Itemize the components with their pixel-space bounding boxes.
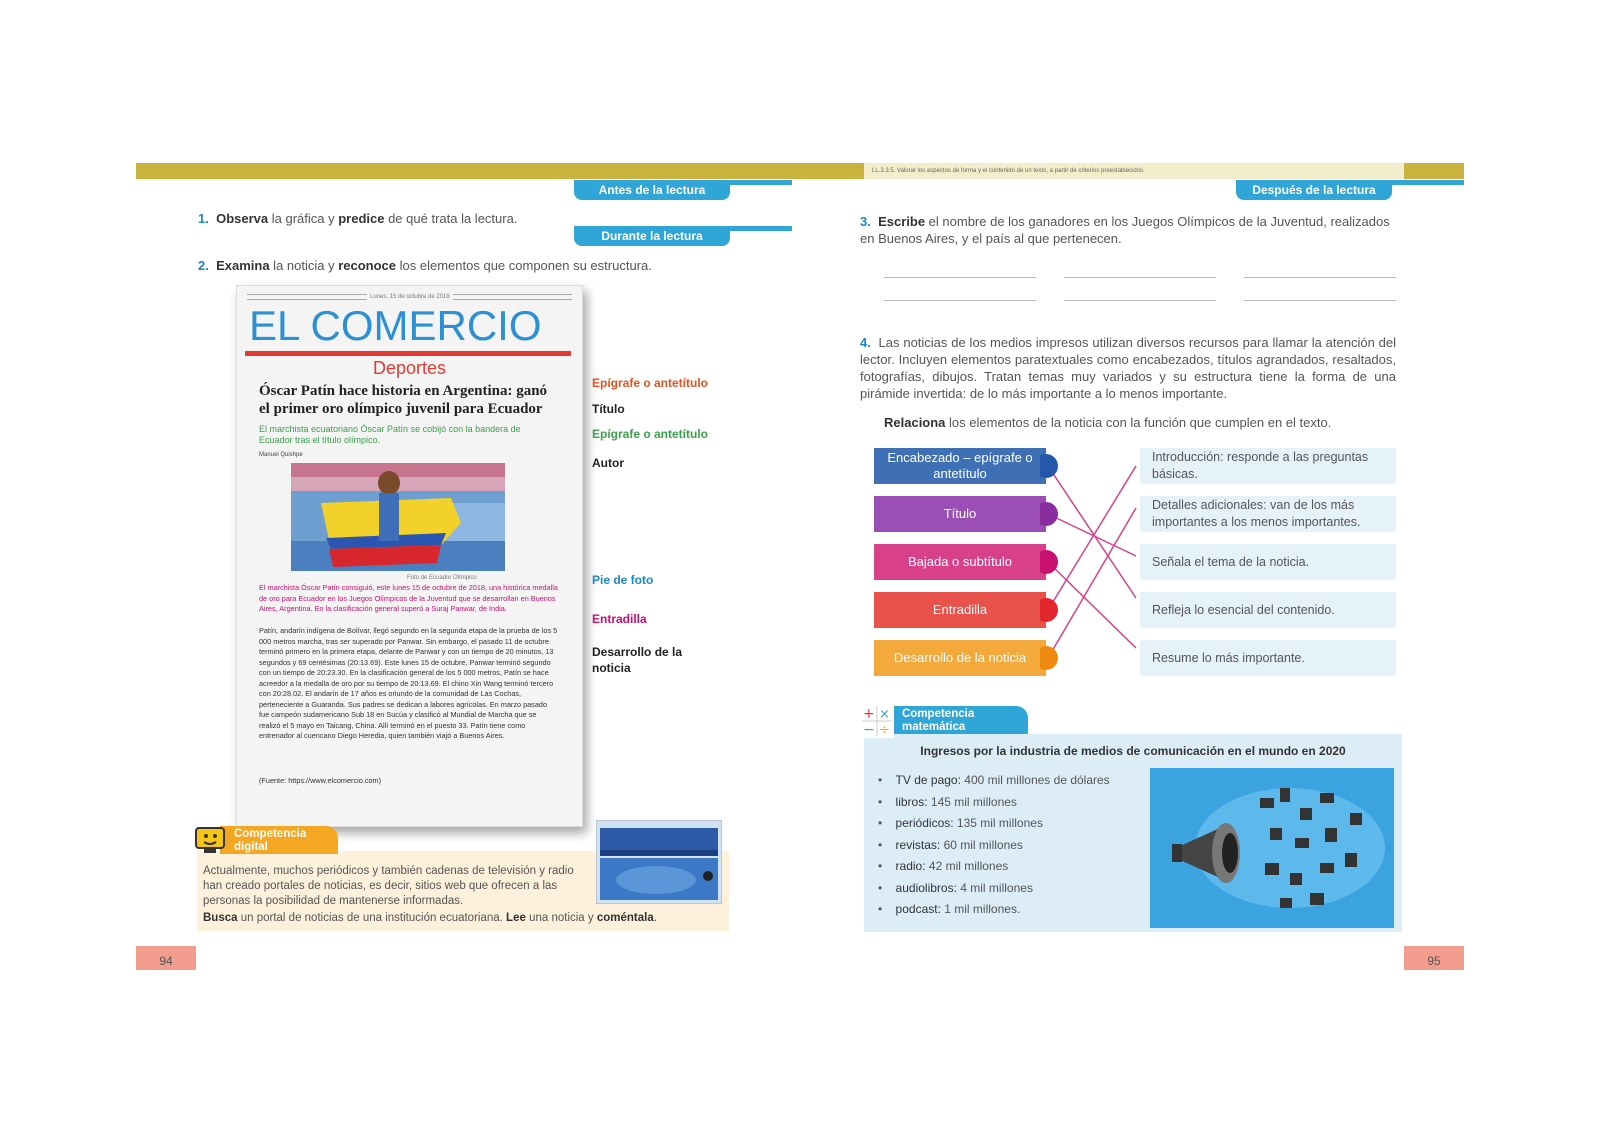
match-right-item: Introducción: responde a las preguntas básicas. <box>1140 448 1396 484</box>
match-dot[interactable] <box>1040 502 1058 526</box>
photo-caption: Foto de Ecuador Olímpico <box>407 575 477 581</box>
svg-text:×: × <box>879 707 890 722</box>
list-item: • revistas: 60 mil millones <box>878 837 1023 852</box>
newspaper-body: Patín, andarín indígena de Bolívar, llegó segundo en la segunda etapa de la prueba de los 5 000 metros marcha, tras ser superado por Panwar. Sin embargo, el pasado 11 de octubre terminó primero en la primera etapa, delante de Panwar y con un tiempo de 20 minutos, 13 segundos y 69 centésimas (20:13.69). Este lunes 15 de octubre, Panwar terminó segundo con un tiempo de 20:23.30. En la clasificación general de los 5 000 metros, Patín se hace acreedor a la medalla de oro por su tiempo de 20:13.69. El chino Xin Wang terminó tercero con 20:28.02. El andarín de 17 años es oriundo de la comunidad de Las Cochas, perteneciente a Guaranda. Sus padres se dedican a labores agrícolas. En marzo pasado fue campeón sudamericano Sub 18 en Sucúa y clasificó al Mundial de Marcha que se realizó el 5 mayo en Taicang, China. Allí terminó en el puesto 33. Patín tiene como entrenador al cuencano Diego Heredia, quien también viajó a Buenos Aires. <box>259 626 558 740</box>
tab-line <box>730 226 792 231</box>
digital-text: Actualmente, muchos periódicos y también cadenas de televisión y radio han creado portales de noticias, es decir, sitios web que ofrecen a las personas la posibilidad de mantenerse informadas. <box>203 865 574 907</box>
label-titulo: Título <box>592 402 625 416</box>
label-pie-de-foto: Pie de foto <box>592 573 654 587</box>
list-item: • audiolibros: 4 mil millones <box>878 880 1033 895</box>
list-item: • TV de pago: 400 mil millones de dólares <box>878 773 1110 787</box>
match-left-item: Encabezado – epígrafe o antetítulo <box>874 448 1046 484</box>
newspaper-subtitle: El marchista ecuatoriano Óscar Patín se cobijó con la bandera de Ecuador tras el título olímpico. <box>259 424 521 445</box>
question-4: 4. Las noticias de los medios impresos utilizan diversos recursos para llamar la atención del lector. Incluyen elementos paratextuales como encabezados, títulos agrandados, resaltados, fotografías, dibujos. Tratan temas muy variados y su estructura tiene la forma de una pirámide invertida: de lo más importante a lo menos importante. <box>860 335 1396 401</box>
newspaper-author: Manuel Quishpe <box>259 452 303 458</box>
media-revenue-list <box>878 773 1138 924</box>
math-title: Ingresos por la industria de medios de comunicación en el mundo en 2020 <box>920 744 1346 758</box>
newspaper-page <box>236 285 583 827</box>
svg-text:+: + <box>863 706 875 722</box>
match-right-item: Refleja lo esencial del contenido. <box>1140 592 1396 628</box>
answer-line[interactable] <box>884 277 1036 278</box>
svg-text:÷: ÷ <box>879 723 890 738</box>
match-left-item: Título <box>874 496 1046 532</box>
match-lines <box>1040 448 1140 678</box>
answer-line[interactable] <box>1244 300 1396 301</box>
masthead-underline <box>245 351 571 356</box>
digital-badge-label: Competencia digital <box>234 828 307 853</box>
relaciona-instruction: Relaciona los elementos de la noticia con la función que cumplen en el texto. <box>884 415 1332 430</box>
athlete-photo <box>291 463 505 571</box>
label-epigrafe-1: Epígrafe o antetítulo <box>592 376 709 390</box>
math-badge-label: Competencia matemática <box>902 708 975 733</box>
label-epigrafe-2: Epígrafe o antetítulo <box>592 427 709 441</box>
list-item: • podcast: 1 mil millones. <box>878 902 1021 916</box>
match-left-item: Bajada o subtítulo <box>874 544 1046 580</box>
answer-line[interactable] <box>1244 277 1396 278</box>
answer-line[interactable] <box>1064 277 1216 278</box>
skill-note: LL.3.3.5. Valorar los aspectos de forma y el contenido de un texto, a partir de criterios preestablecidos. <box>864 163 1404 179</box>
tab-line <box>1392 180 1464 185</box>
match-right-item: Señala el tema de la noticia. <box>1140 544 1396 580</box>
svg-text:−: − <box>863 722 875 738</box>
tab-despues: Después de la lectura <box>1236 180 1392 200</box>
digital-task: Busca un portal de noticias de una institución ecuatoriana. Lee una noticia y coméntala. <box>203 912 657 924</box>
match-dot[interactable] <box>1040 550 1058 574</box>
answer-line[interactable] <box>1064 300 1216 301</box>
newspaper-date: Lunes, 15 de octubre de 2018 <box>367 292 453 303</box>
tab-antes: Antes de la lectura <box>574 180 730 200</box>
tab-durante: Durante la lectura <box>574 226 730 246</box>
newspaper-lead: El marchista Óscar Patín consiguió, este lunes 15 de octubre de 2018, una histórica medalla de oro para Ecuador en los Juegos Olímpicos de la Juventud que se desarrollan en Buenos Aires, Argentina. En la clasificación general superó a Suraj Panwar, de India. <box>259 583 558 613</box>
tab-line <box>730 180 792 185</box>
list-item: • periódicos: 135 mil millones <box>878 816 1043 830</box>
question-3: 3. Escribe el nombre de los ganadores en los Juegos Olímpicos de la Juventud, realizados en Buenos Aires, y el país al que pertenecen. <box>860 214 1390 246</box>
newspaper-headline: Óscar Patín hace historia en Argentina: ganó el primer oro olímpico juvenil para Ecuador <box>259 383 548 417</box>
computer-icon <box>194 822 228 856</box>
page-number-left: 94 <box>136 946 196 970</box>
match-dot[interactable] <box>1040 454 1058 478</box>
question-1: 1. Observa la gráfica y predice de qué trata la lectura. <box>198 211 518 226</box>
answer-line[interactable] <box>884 300 1036 301</box>
label-autor: Autor <box>592 456 624 470</box>
question-2: 2. Examina la noticia y reconoce los elementos que componen su estructura. <box>198 258 652 273</box>
newspaper-source: (Fuente: https://www.elcomercio.com) <box>259 776 382 785</box>
match-left-item: Entradilla <box>874 592 1046 628</box>
page-number-right: 95 <box>1404 946 1464 970</box>
match-right-item: Resume lo más importante. <box>1140 640 1396 676</box>
label-entradilla: Entradilla <box>592 612 647 626</box>
match-right-item: Detalles adicionales: van de los más importantes a los menos importantes. <box>1140 496 1396 532</box>
label-desarrollo: Desarrollo de la noticia <box>592 645 683 675</box>
math-operators-icon <box>860 704 894 738</box>
match-dot[interactable] <box>1040 646 1058 670</box>
match-left-item: Desarrollo de la noticia <box>874 640 1046 676</box>
newspaper-masthead: EL COMERCIO <box>249 302 542 349</box>
news-portal-screenshot <box>596 820 722 904</box>
list-item: • radio: 42 mil millones <box>878 859 1009 873</box>
match-dot[interactable] <box>1040 598 1058 622</box>
megaphone-illustration <box>1150 768 1394 928</box>
list-item: • libros: 145 mil millones <box>878 794 1017 809</box>
newspaper-section: Deportes <box>372 358 447 378</box>
